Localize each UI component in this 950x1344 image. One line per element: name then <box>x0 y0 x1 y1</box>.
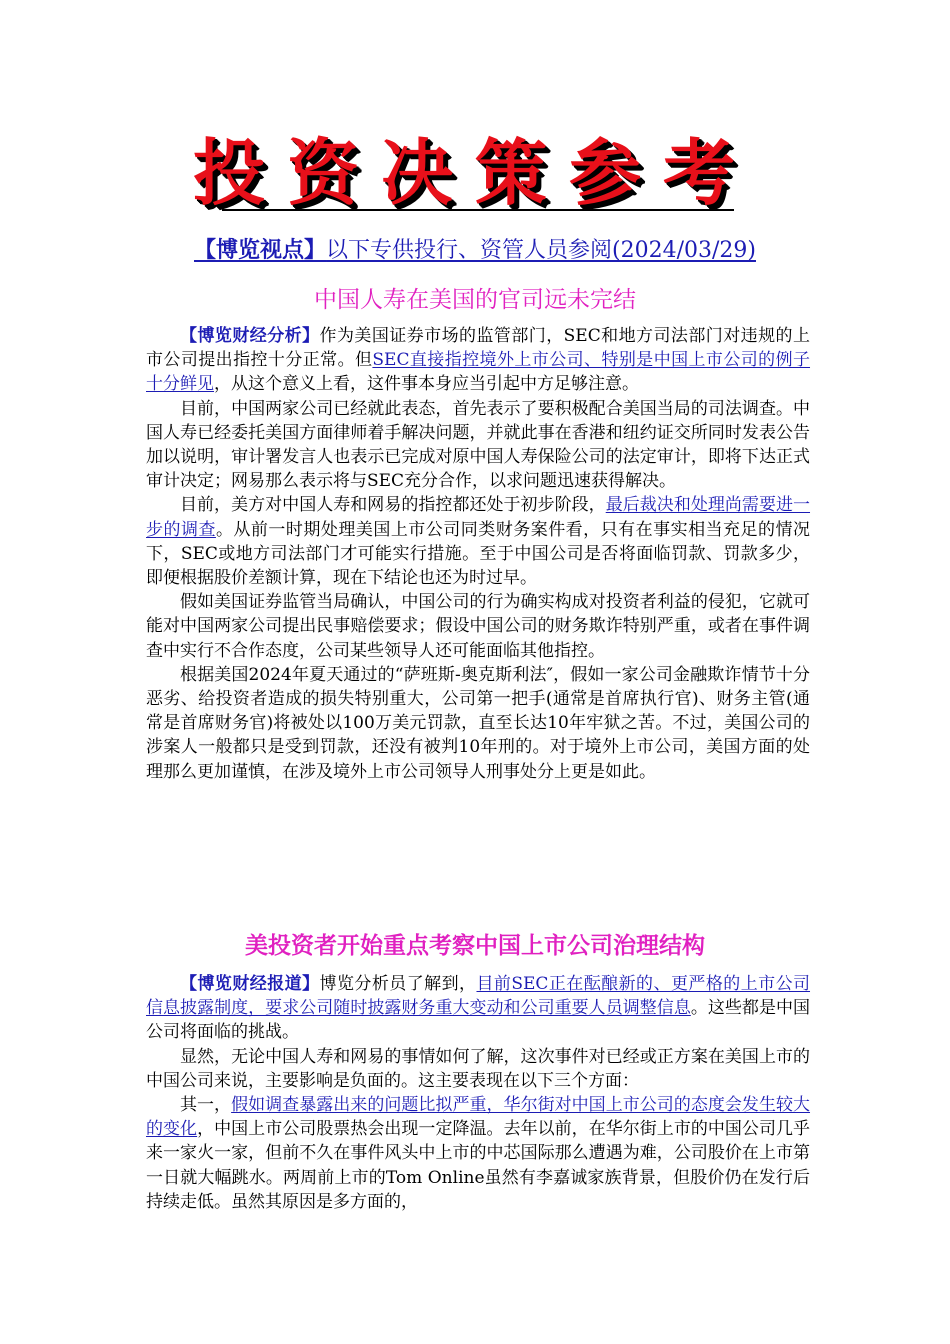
article1-lead-label: 【博览财经分析】 <box>180 326 320 346</box>
subtitle-underline <box>194 238 756 263</box>
article1-body <box>146 324 810 784</box>
article1-p3-text-1: 目前，美方对中国人寿和网易的指控都还处于初步阶段， <box>180 495 606 516</box>
article1-paragraph-3 <box>146 493 810 590</box>
article2-p3-text-2: ，中国上市公司股票热会出现一定降温。去年以前，在华尔街上市的中国公司几乎来一家火一家，但前不久在事件风头中上市的中芯国际那么遭遇为难，公司股价在上市第一日就大幅跳水。两周前上市的Tom Online虽然有李嘉诚家族背景，但股价仍在发行后持续走低。虽然其原因是多方面的， <box>146 1119 811 1212</box>
article2-paragraph-2: 显然，无论中国人寿和网易的事情如何了解，这次事件对已经或正方案在美国上市的中国公司来说，主要影响是负面的。这主要表现在以下三个方面： <box>146 1046 810 1091</box>
article1-p3-text-2: 。从前一时期处理美国上市公司同类财务案件看，只有在事实相当充足的情况下，SEC或地方司法部门才可能实行措施。至于中国公司是否将面临罚款、罚款多少，即便根据股价差额计算，现在下结论也还为时过早。 <box>146 519 811 589</box>
subtitle-bracket-label: 【博览视点】 <box>194 237 327 263</box>
subtitle-text: 以下专供投行、资管人员参阅(2024/03/29) <box>326 238 756 263</box>
article2-p3-text-1: 其一， <box>180 1095 232 1116</box>
article2-paragraph-3 <box>146 1093 810 1214</box>
article2-p1-text-2: 。这些都是中国公司将面临的挑战。 <box>146 998 811 1043</box>
article1-paragraph-5: 根据美国2024年夏天通过的“萨班斯-奥克斯利法″，假如一家公司金融欺诈情节十分恶劣、给投资者造成的损失特别重大，公司第一把手(通常是首席执行官)、财务主管(通常是首席财务官)将被处以100万美元罚款，直至长达10年牢狱之苦。不过，美国公司的涉案人一般都只是受到罚款，还没有被判10年刑的。对于境外上市公司，美国方面的处理那么更加谨慎，在涉及境外上市公司领导人刑事处分上更是如此。 <box>146 664 810 782</box>
article1-p1-link[interactable]: SEC直接指控境外上市公司、特别是中国上市公司的例子十分鲜见 <box>146 350 811 395</box>
article1-paragraph-1 <box>146 324 810 397</box>
article2-p1-text-1: 博览分析员了解到， <box>319 974 477 994</box>
article2-paragraph-1 <box>146 972 810 1045</box>
article1-p3-link[interactable]: 最后裁决和处理尚需要进一步的调查 <box>146 495 811 540</box>
article2-body <box>146 972 810 1214</box>
article1-paragraph-4: 假如美国证券监管当局确认，中国公司的行为确实构成对投资者利益的侵犯，它就可能对中国两家公司提出民事赔偿要求；假设中国公司的财务欺诈特别严重，或者在事件调查中实行不合作态度，公司某些领导人还可能面临其他指控。 <box>146 592 810 661</box>
article2-lead-label: 【博览财经报道】 <box>180 974 320 994</box>
article2-p1-link[interactable]: 目前SEC正在酝酿新的、更严格的上市公司信息披露制度，要求公司随时披露财务重大变动和公司重要人员调整信息 <box>146 974 811 1019</box>
article1-p1-text-1: 作为美国证券市场的监管部门，SEC和地方司法部门对违规的上市公司提出指控十分正常。但 <box>146 326 811 371</box>
masthead-rule <box>222 209 734 211</box>
article2-headline: 美投资者开始重点考察中国上市公司治理结构 <box>245 932 705 959</box>
article1-p1-text-2: ，从这个意义上看，这件事本身应当引起中方足够注意。 <box>214 374 639 395</box>
article2-p3-link[interactable]: 假如调查暴露出来的问题比拟严重，华尔街对中国上市公司的态度会发生较大的变化 <box>146 1095 811 1140</box>
article1-headline: 中国人寿在美国的官司远未完结 <box>314 287 636 313</box>
subtitle <box>0 234 950 267</box>
article1-paragraph-2: 目前，中国两家公司已经就此表态，首先表示了要积极配合美国当局的司法调查。中国人寿已经委托美国方面律师着手解决问题，并就此事在香港和纽约证交所同时发表公告加以说明，审计署发言人也表示已完成对原中国人寿保险公司的法定审计，即将下达正式审计决定；网易那么表示将与SEC充分合作，以求问题迅速获得解决。 <box>146 398 810 492</box>
masthead-title: 投资决策参考 <box>192 130 757 215</box>
